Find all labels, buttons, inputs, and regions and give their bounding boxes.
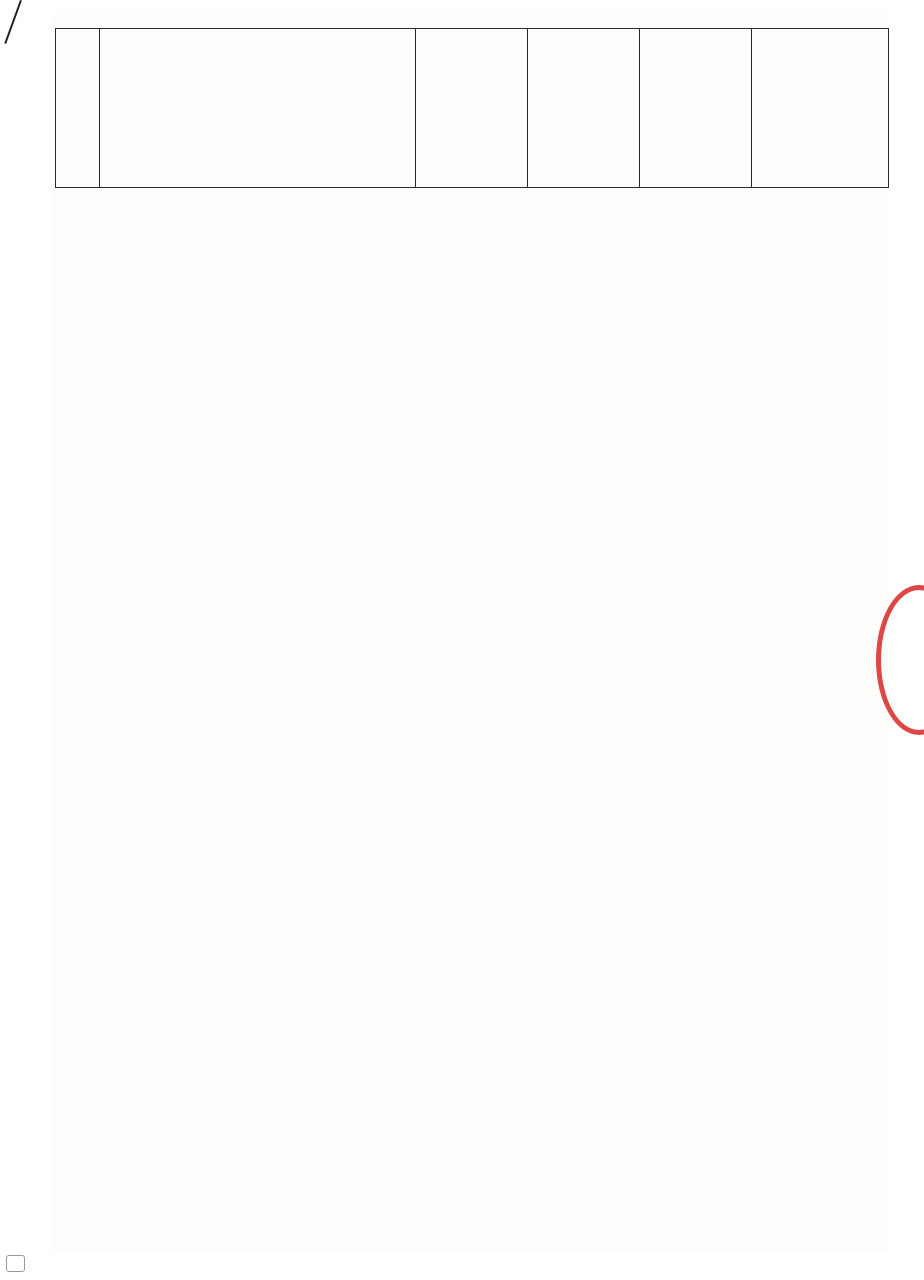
scanned-page xyxy=(50,14,888,1252)
page-edge-mark xyxy=(4,0,22,44)
row-number xyxy=(56,29,100,188)
budget-table xyxy=(55,28,889,188)
camscanner-logo-icon xyxy=(6,1255,25,1272)
section-6-heading xyxy=(100,29,416,188)
scanner-footer xyxy=(6,1255,31,1272)
table-row-section-6 xyxy=(56,29,889,188)
